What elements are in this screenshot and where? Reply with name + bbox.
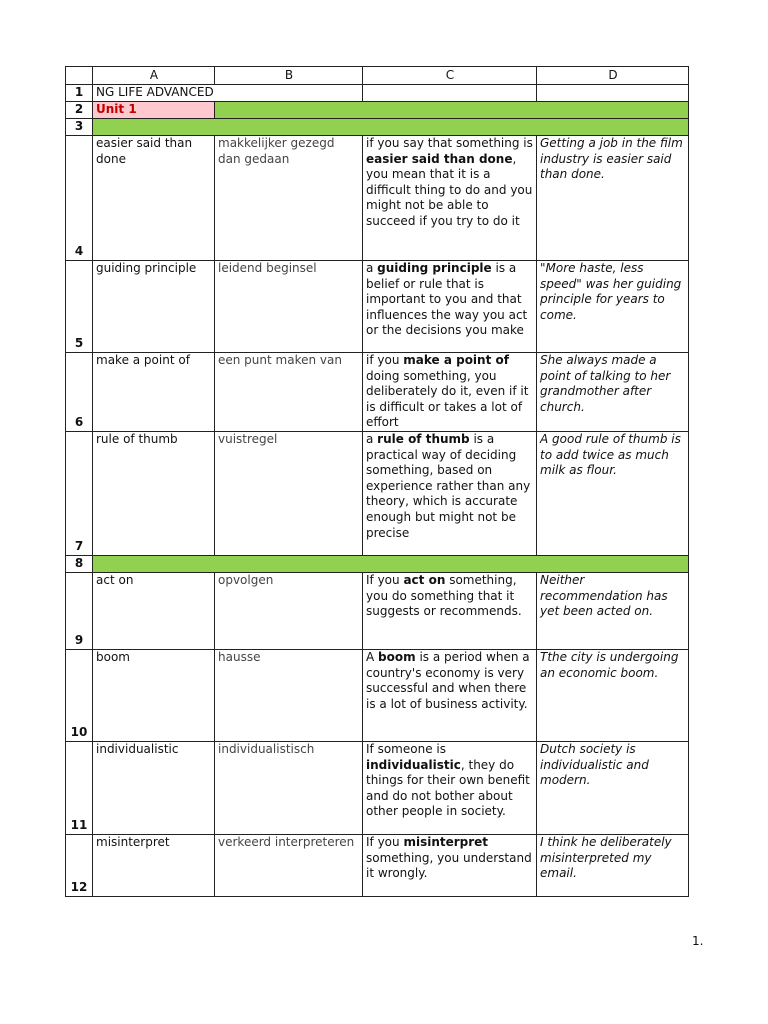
empty-cell <box>363 85 537 102</box>
table-row <box>66 353 689 432</box>
definition-text: doing something, you deliberately do it, even if it is difficult or takes a lot of effort <box>366 368 529 430</box>
example-cell: A good rule of thumb is to add twice as much milk as flour. <box>537 431 689 555</box>
spacer-row <box>66 119 689 136</box>
translation-cell: verkeerd interpreteren <box>215 834 363 896</box>
page-number: 1. <box>692 934 704 948</box>
definition-text: something, you understand it wrongly. <box>366 850 532 881</box>
definition-text: If you <box>366 572 404 587</box>
table-row <box>66 572 689 649</box>
unit-row <box>66 102 689 119</box>
row-number: 11 <box>66 741 93 834</box>
term-cell: misinterpret <box>93 834 215 896</box>
definition-term: misinterpret <box>403 834 489 849</box>
column-header-c: C <box>363 67 537 85</box>
term-cell: boom <box>93 649 215 741</box>
definition-term: act on <box>403 572 446 587</box>
example-cell: "More haste, less speed" was her guiding principle for years to come. <box>537 261 689 353</box>
translation-cell: vuistregel <box>215 431 363 555</box>
spreadsheet-table <box>65 66 689 897</box>
term-cell: rule of thumb <box>93 431 215 555</box>
definition-text: is a belief or rule that is important to you and that influences the way you act or the decisions you make <box>366 261 528 338</box>
column-header-d: D <box>537 67 689 85</box>
definition-term: boom <box>378 649 416 664</box>
table-row <box>66 649 689 741</box>
definition-text: If you <box>366 834 404 849</box>
table-row <box>66 741 689 834</box>
definition-term: easier said than done <box>366 151 513 166</box>
definition-term: individualistic <box>366 757 461 772</box>
column-header-a: A <box>93 67 215 85</box>
definition-cell <box>363 261 537 353</box>
row-number: 12 <box>66 834 93 896</box>
term-cell: act on <box>93 572 215 649</box>
row-number: 8 <box>66 555 93 572</box>
definition-text: a <box>366 431 378 446</box>
table-row <box>66 431 689 555</box>
definition-cell <box>363 741 537 834</box>
definition-term: rule of thumb <box>377 431 470 446</box>
definition-text: is a period when a country's economy is very successful and when there is a lot of business activity. <box>366 649 530 711</box>
translation-cell: opvolgen <box>215 572 363 649</box>
row-number: 6 <box>66 353 93 432</box>
example-cell: Getting a job in the film industry is easier said than done. <box>537 136 689 261</box>
column-header-row <box>66 67 689 85</box>
definition-text: , they do things for their own benefit and do not bother about other people in society. <box>366 757 530 819</box>
example-cell: I think he deliberately misinterpreted my email. <box>537 834 689 896</box>
row-number: 10 <box>66 649 93 741</box>
term-cell: easier said than done <box>93 136 215 261</box>
definition-cell <box>363 572 537 649</box>
definition-term: guiding principle <box>377 261 492 275</box>
definition-text: is a practical way of deciding something, based on experience rather than any theory, which is accurate enough but might not be precise <box>366 431 531 540</box>
definition-cell <box>363 431 537 555</box>
sheet-title: NG LIFE ADVANCED <box>93 85 363 102</box>
definition-text: if you say that something is <box>366 136 533 150</box>
row-number: 4 <box>66 136 93 261</box>
definition-text: if you <box>366 353 404 367</box>
translation-cell: een punt maken van <box>215 353 363 432</box>
definition-text: , you mean that it is a difficult thing to do and you might not be able to succeed if you try to do it <box>366 151 533 228</box>
example-cell: Neither recommendation has yet been acted on. <box>537 572 689 649</box>
term-cell: guiding principle <box>93 261 215 353</box>
row-number: 1 <box>66 85 93 102</box>
translation-cell: individualistisch <box>215 741 363 834</box>
translation-cell: makkelijker gezegd dan gedaan <box>215 136 363 261</box>
definition-text: something, you do something that it suggests or recommends. <box>366 572 522 619</box>
table-row <box>66 261 689 353</box>
row-number: 5 <box>66 261 93 353</box>
translation-cell: hausse <box>215 649 363 741</box>
row-number: 3 <box>66 119 93 136</box>
table-row <box>66 136 689 261</box>
definition-cell <box>363 353 537 432</box>
table-row <box>66 834 689 896</box>
example-cell: Dutch society is individualistic and modern. <box>537 741 689 834</box>
green-band <box>93 555 689 572</box>
definition-cell <box>363 136 537 261</box>
example-cell: She always made a point of talking to her grandmother after church. <box>537 353 689 432</box>
translation-cell: leidend beginsel <box>215 261 363 353</box>
definition-text: If someone is <box>366 741 446 756</box>
row-number: 2 <box>66 102 93 119</box>
corner-cell <box>66 67 93 85</box>
definition-cell <box>363 834 537 896</box>
row-number: 7 <box>66 431 93 555</box>
definition-cell <box>363 649 537 741</box>
column-header-b: B <box>215 67 363 85</box>
definition-text: A <box>366 649 379 664</box>
row-number: 9 <box>66 572 93 649</box>
term-cell: make a point of <box>93 353 215 432</box>
unit-label: Unit 1 <box>93 102 215 119</box>
definition-term: make a point of <box>403 353 509 367</box>
section-divider-row <box>66 555 689 572</box>
title-row <box>66 85 689 102</box>
green-band <box>93 119 689 136</box>
term-cell: individualistic <box>93 741 215 834</box>
definition-text: a <box>366 261 378 275</box>
green-band <box>215 102 689 119</box>
example-cell: Tthe city is undergoing an economic boom. <box>537 649 689 741</box>
empty-cell <box>537 85 689 102</box>
